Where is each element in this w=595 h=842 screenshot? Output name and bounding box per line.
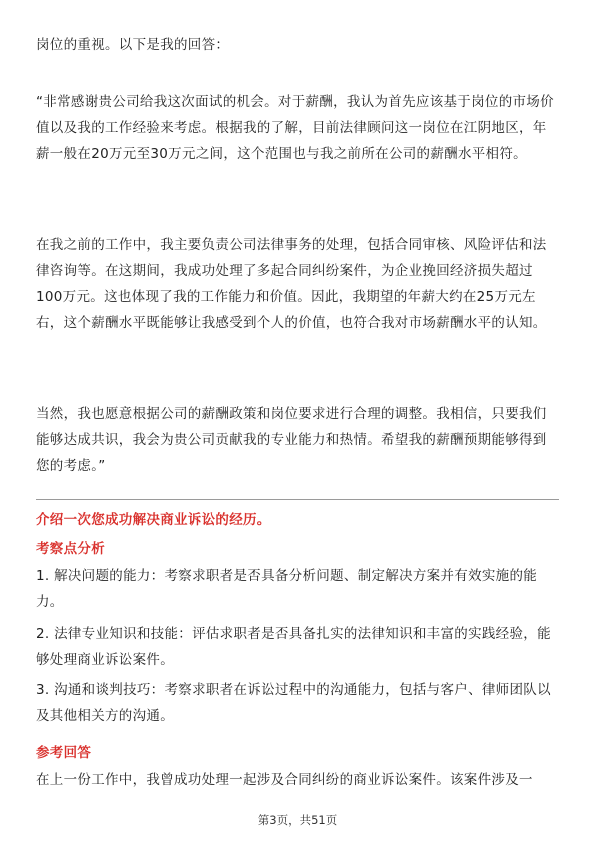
- quote-paragraph-2: 在我之前的工作中，我主要负责公司法律事务的处理，包括合同审核、风险评估和法律咨询等。在这期间，我成功处理了多起合同纠纷案件，为企业挽回经济损失超过100万元。这也体现了我的工作能力和价值。因此，我期望的年薪大约在25万元左右，这个薪酬水平既能够让我感受到个人的价值，也符合我对市场薪酬水平的认知。: [36, 237, 547, 331]
- page-footer: 第3页，共51页: [257, 813, 338, 827]
- answer-heading: 参考回答: [36, 745, 92, 761]
- answer-text: 在上一份工作中，我曾成功处理一起涉及合同纠纷的商业诉讼案件。该案件涉及一: [36, 772, 533, 788]
- analysis-point-3: 3. 沟通和谈判技巧：考察求职者在诉讼过程中的沟通能力，包括与客户、律师团队以及其他相关方的沟通。: [36, 682, 551, 724]
- analysis-point-1: 1. 解决问题的能力：考察求职者是否具备分析问题、制定解决方案并有效实施的能力。: [36, 568, 538, 610]
- analysis-heading: 考察点分析: [36, 541, 105, 557]
- quote-paragraph-3: 当然，我也愿意根据公司的薪酬政策和岗位要求进行合理的调整。我相信，只要我们能够达成共识，我会为贵公司贡献我的专业能力和热情。希望我的薪酬预期能够得到您的考虑。”: [36, 406, 547, 474]
- section-divider: [36, 499, 559, 500]
- analysis-point-2: 2. 法律专业知识和技能：评估求职者是否具备扎实的法律知识和丰富的实践经验，能够处理商业诉讼案件。: [36, 626, 551, 668]
- quote-paragraph-1: “非常感谢贵公司给我这次面试的机会。对于薪酬，我认为首先应该基于岗位的市场价值以及我的工作经验来考虑。根据我的了解，目前法律顾问这一岗位在江阴地区，年薪一般在20万元至30万元之间，这个范围也与我之前所在公司的薪酬水平相符。: [36, 94, 554, 162]
- intro-text: 岗位的重视。以下是我的回答：: [36, 37, 230, 53]
- question-heading: 介绍一次您成功解决商业诉讼的经历。: [36, 512, 271, 528]
